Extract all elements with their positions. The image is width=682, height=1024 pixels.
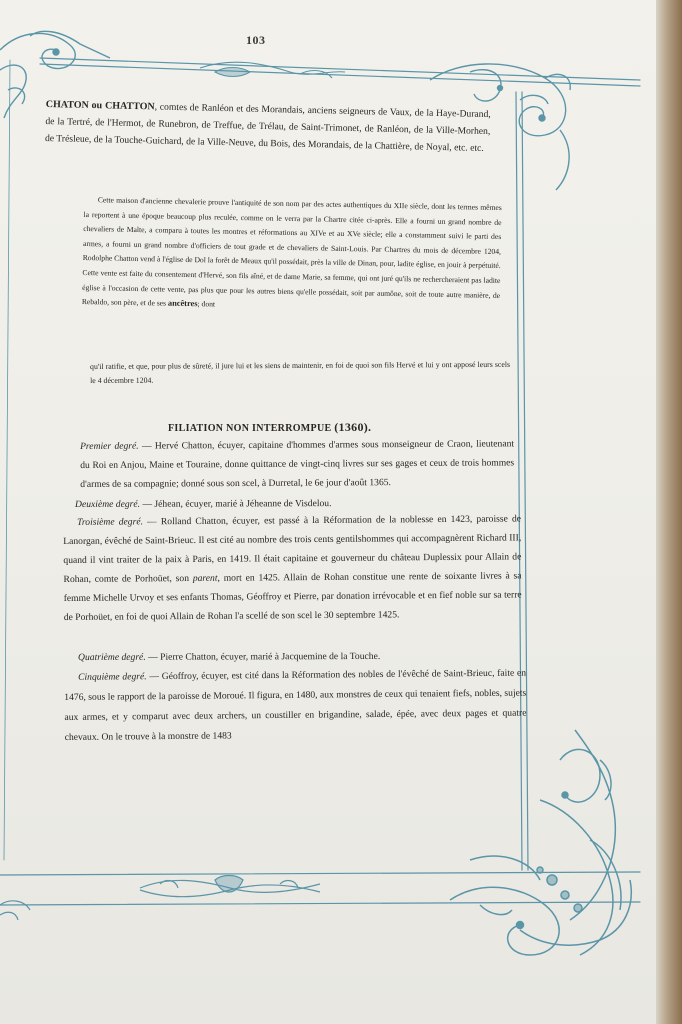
right-rule (516, 92, 522, 870)
intro-bold-word: ancêtres (167, 298, 198, 309)
degree-4-label: Quatrième degré. (78, 651, 146, 663)
degree-5-text: — Géoffroy, écuyer, est cité dans la Réformation des nobles de l'évêché de Saint-Brieuc, faite en 1476, sous le rapport de la paroisse de Moroué. Il figura, en 1480, aux monstres de ceux qui tenaient fiefs, nobles, sujets aux armes, et y comparut avec deux archers, un coustiller en brigandine, salade, épée, avec deux pages et quatre chevaux. On le trouve à la monstre de 1483 (64, 667, 527, 743)
bottom-right-flourish (450, 730, 631, 955)
family-titles: , comtes de Ranléon et des Morandais, anciens seigneurs de Vaux, de la Haye-Durand, de la Tertré, de l'Hermot, de Runebron, de Treffue, de Trélau, de Saint-Trimonet, de Ranléon, de la Ville-Morhen, de Trésleue, de la Touche-Guichard, de la Ville-Neuve, du Bois, des Morandais, de la Chattière, de Noyal, etc. etc. (44, 101, 491, 154)
degree-2-text: — Jéhean, écuyer, marié à Jéheanne de Visdelou. (140, 498, 332, 510)
bottom-left-flourish (0, 901, 30, 920)
degree-3-label: Troisième degré. (77, 516, 144, 528)
top-rule-inner (40, 64, 640, 86)
intro-text-end: ; dont (197, 299, 216, 309)
degree-2-label: Deuxième degré. (75, 498, 141, 510)
degree-3 (63, 509, 522, 627)
intro-paragraph (82, 193, 502, 318)
degree-3-emphasis: parent (192, 572, 218, 584)
page-number: 103 (246, 33, 266, 47)
section-title-year: (1360). (334, 420, 372, 434)
degree-5-label: Cinquième degré. (78, 671, 147, 683)
family-surname: CHATON ou CHATTON (45, 98, 155, 113)
degree-5 (64, 664, 527, 748)
degree-1-text: — Hervé Chatton, écuyer, capitaine d'hommes d'armes sous monseigneur de Craon, lieutenant du Roi en Anjou, Maine et Touraine, donne quittance de vingt-cinq livres sur ses gages et ceux de trois hommes d'armes de sa compagnie; donné sous son scel, à Durretal, le 6e jour d'août 1365. (80, 438, 515, 490)
bottom-center-ornament (140, 876, 320, 897)
degree-1-label: Premier degré. (80, 440, 139, 452)
section-title-text: FILIATION NON INTERROMPUE (168, 423, 332, 434)
section-title (168, 420, 371, 435)
degree-1 (80, 434, 514, 494)
intro-closing: qu'il ratifie, et que, pour plus de sûreté, il jure lui et les siens de maintenir, en foi de quoi son fils Hervé et lui y ont apposé leurs scels le 4 décembre 1204. (90, 359, 511, 385)
degree-4-text: — Pierre Chatton, écuyer, marié à Jacquemine de la Touche. (145, 650, 381, 663)
top-rule (40, 58, 640, 80)
degree-3-text: — Rolland Chatton, écuyer, est passé à la Réformation de la noblesse en 1423, paroisse de Lanorgan, évêché de Saint-Brieuc. Il est cité au nombre des trois cents gentilshommes qui accompagnèrent Richard III, quand il vint traiter de la paix à Paris, en 1419. Il était capitaine et gouverneur du château Duplessix pour Allain de Rohan, comte de Porhoüet, son (63, 513, 522, 585)
intro-text: Cette maison d'ancienne chevalerie prouve l'antiquité de son nom par des actes authentiques du XIIe siècle, dont les termes mêmes la reportent à une époque beaucoup plus reculée, comme on le verra par la Chartre citée ci-après. Elle a fourni un grand nombre de chevaliers de Malte, a comparu à toutes les montres et réformations au XIVe et au XVe siècle; elle a constamment suivi le parti des armes, a fourni un grand nombre d'officiers de tout grade et de chevaliers de Saint-Louis. Par Chartres du mois de décembre 1204, Rodolphe Chatton vend à l'église de Dol la forêt de Meaux qu'il possédait, près la ville de Dinan, pour, ladite église, en jouir à perpétuité. Cette vente est faite du consentement d'Hervé, son fils aîné, et de dame Marie, sa femme, qui ont juré qu'ils ne rechercheraient pas ladite église à l'occasion de cette vente, pas plus que pour les autres biens qu'elle possédait, soit par aumône, soit de toute autre manière, de Rebaldo, son père, et de ses (81, 195, 502, 308)
left-rule (4, 60, 10, 860)
right-rule-inner (522, 92, 528, 870)
family-heading (45, 96, 491, 157)
degree-3-text-end: , mort en 1425. Allain de Rohan constitue une rente de soixante livres à sa femme Michelle Urvoy et ses enfants Thomas, Géoffroy et Pierre, par donation irrévocable et en fief noble sur sa terre de Porhoüet, en foi de quoi Allain de Rohan l'a scellé de son scel le 30 septembre 1425. (63, 570, 522, 623)
bottom-rule (0, 872, 640, 875)
